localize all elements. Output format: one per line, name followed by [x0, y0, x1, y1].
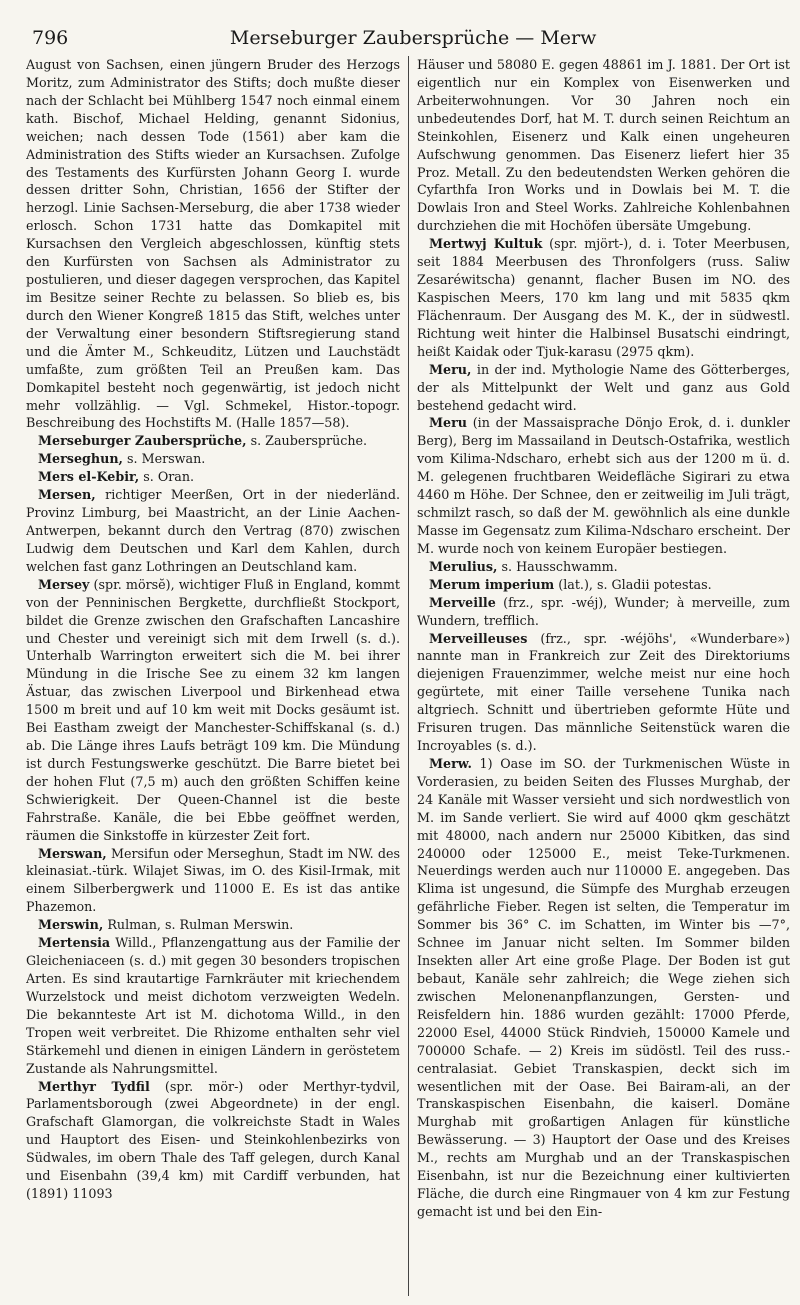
entry-text: s. Merswan.	[122, 451, 206, 467]
right-column	[408, 56, 790, 1296]
entry-text: (frz., spr. -wéj), Wunder; à merveille, zum Wundern, trefflich.	[417, 594, 790, 628]
dictionary-entry	[26, 934, 400, 1077]
continued-text	[417, 56, 790, 235]
dictionary-entry	[417, 414, 790, 557]
entry-headword: Merum imperium	[429, 576, 555, 592]
entry-headword: Meru,	[429, 361, 472, 377]
entry-headword: Meru	[429, 415, 468, 431]
page-number: 796	[32, 27, 69, 49]
entry-text: s. Oran.	[139, 469, 195, 485]
entry-headword: Mertwyj Kultuk	[429, 236, 543, 252]
entry-text: Mersifun oder Merseghun, Stadt im NW. des kleinasiat.-türk. Wilajet Siwas, im O. des Kisil-Irmak, mit einem Silberbergwerk und 11000 E. Es ist das antike Phazemon.	[26, 845, 400, 915]
entry-headword: Merseburger Zaubersprüche,	[38, 433, 247, 449]
entry-headword: Mertensia	[38, 935, 111, 951]
dictionary-entry	[26, 576, 400, 845]
dictionary-entry	[26, 450, 400, 468]
dictionary-entry	[26, 1078, 400, 1203]
entry-text: s. Zaubersprüche.	[246, 433, 368, 449]
entry-headword: Merswin,	[38, 917, 104, 933]
entry-headword: Merthyr Tydfil	[38, 1078, 150, 1094]
page-header	[26, 26, 790, 50]
entry-text: in der ind. Mythologie Name des Götterberges, der als Mittelpunkt der Welt und ganz aus Gold bestehend gedacht wird.	[417, 361, 790, 413]
dictionary-entry	[417, 576, 790, 594]
entry-headword: Mersey	[38, 576, 90, 592]
dictionary-entry	[417, 361, 790, 415]
entry-headword: Merw.	[429, 755, 472, 771]
dictionary-entry	[26, 468, 400, 486]
entry-headword: Merseghun,	[38, 451, 123, 467]
dictionary-entry	[417, 594, 790, 630]
entry-headword: Merswan,	[38, 845, 107, 861]
entry-text: August von Sachsen, einen jüngern Bruder des Herzogs Moritz, zum Administrator des Stifts; doch mußte dieser nach der Schlacht bei Mühlberg 1547 noch einmal einem kath. Bischof, Michael Helding, genannt Sidonius, weichen; nach dessen Tode (1561) aber kam die Administration des Stifts wieder an Kursachsen. Zufolge des Testaments des Kurfürsten Johann Georg I. wurde dessen dritter Sohn, Christian, 1656 der Stifter der herzogl. Linie Sachsen-Merseburg, die aber 1738 wieder erlosch. Schon 1731 hatte das Domkapitel mit Kursachsen den Vergleich abgeschlossen, künftig stets den Kurfürsten von Sachsen als Administrator zu postulieren, und dieser dagegen versprochen, das Kapitel im Besitze seiner Rechte zu belassen. So blieb es, bis durch den Wiener Kongreß 1815 das Stift, welches unter der Verwaltung einer besondern Stiftsregierung stand und die Ämter M., Schkeuditz, Lützen und Lauchstädt umfaßte, zum größten Teil an Preußen kam. Das Domkapitel besteht noch gegenwärtig, ist jedoch nicht mehr vollzählig. — Vgl. Schmekel, Histor.-topogr. Beschreibung des Hochstifts M. (Halle 1857—58).	[26, 57, 400, 431]
dictionary-entry	[26, 432, 400, 450]
entry-text: 1) Oase im SO. der Turkmenischen Wüste in Vorderasien, zu beiden Seiten des Flusses Murghab, der 24 Kanäle mit Wasser versieht und sich nordwestlich von M. im Sande verliert. Sie wird auf 4000 qkm geschätzt mit 48000, nach andern nur 25000 Kibitken, das sind 240000 oder 125000 E., meist Teke-Turkmenen. Neuerdings werden auch nur 110000 E. angegeben. Das Klima ist ungesund, die Sümpfe des Murghab erzeugen gefährliche Fieber. Regen ist selten, die Temperatur im Sommer bis 36° C. im Schatten, im Winter bis —7°, Schnee im Januar nicht selten. Im Sommer bilden Insekten aller Art eine große Plage. Der Boden ist gut bebaut, Kanäle sehr zahlreich; die Wege ziehen sich zwischen Melonenanpflanzungen, Gersten- und Reisfeldern hin. 1886 wurden gezählt: 17000 Pferde, 22000 Esel, 44000 Stück Rindvieh, 150000 Kamele und 700000 Schafe. — 2) Kreis im südöstl. Teil des russ.-centralasiat. Gebiet Transkaspien, deckt sich im wesentlichen mit der Oase. Bei Bairam-ali, an der Transkaspischen Eisenbahn, die kaiserl. Domäne Murghab mit großartigen Anlagen für künstliche Bewässerung. — 3) Hauptort der Oase und des Kreises M., rechts am Murghab und an der Transkaspischen Eisenbahn, ist nur die Bezeichnung einer kultivierten Fläche, die durch eine Ringmauer von 4 km zur Festung gemacht ist und bei den Ein-	[417, 755, 790, 1219]
text-columns	[26, 56, 790, 1296]
entry-headword: Merveilleuses	[429, 630, 528, 646]
entry-headword: Merveille	[429, 594, 496, 610]
entry-text: (lat.), s. Gladii potestas.	[554, 576, 712, 592]
entry-text: (spr. mör-) oder Merthyr-tydvil, Parlamentsborough (zwei Abgeordnete) in der engl. Grafschaft Glamorgan, die volkreichste Stadt in Wales und Hauptort des Eisen- und Steinkohlenbezirks von Südwales, im obern Thale des Taff gelegen, durch Kanal und Eisenbahn (39,4 km) mit Cardiff verbunden, hat (1891) 11093	[26, 1078, 400, 1202]
dictionary-entry	[417, 630, 790, 755]
dictionary-entry	[26, 916, 400, 934]
entry-headword: Merulius,	[429, 558, 498, 574]
dictionary-entry	[417, 755, 790, 1221]
entry-text: richtiger Meerßen, Ort in der niederländ. Provinz Limburg, bei Maastricht, an der Linie Aachen-Antwerpen, bekannt durch den Vertrag (870) zwischen Ludwig dem Deutschen und Karl dem Kahlen, durch welchen fast ganz Lothringen an Deutschland kam.	[26, 487, 400, 574]
running-title: Merseburger Zaubersprüche — Merw	[229, 27, 597, 49]
entry-text: Willd., Pflanzengattung aus der Familie der Gleicheniaceen (s. d.) mit gegen 30 besonders tropischen Arten. Es sind krautartige Farnkräuter mit kriechendem Wurzelstock und meist dichotom verzweigten Wedeln. Die bekannteste Art ist M. dichotoma Willd., in den Tropen weit verbreitet. Die Rhizome enthalten sehr viel Stärkemehl und dienen in einigen Ländern in geröstetem Zustande als Nahrungsmittel.	[26, 935, 400, 1076]
dictionary-entry	[417, 235, 790, 360]
entry-text: Häuser und 58080 E. gegen 48861 im J. 1881. Der Ort ist eigentlich nur ein Komplex von Eisenwerken und Arbeiterwohnungen. Vor 30 Jahren noch ein unbedeutendes Dorf, hat M. T. durch seinen Reichtum an Steinkohlen, Eisenerz und Kalk einen ungeheuren Aufschwung genommen. Das Eisenerz liefert hier 35 Proz. Metall. Zu den bedeutendsten Werken gehören die Cyfarthfa Iron Works und in Dowlais bei M. T. die Dowlais Iron and Steel Works. Zahlreiche Kohlenbahnen durchziehen die mit Hochöfen übersäte Umgebung.	[417, 57, 790, 234]
entry-text: (frz., spr. -wéjöhs', «Wunderbare») nannte man in Frankreich zur Zeit des Direktoriums diejenigen Frauenzimmer, welche meist nur eine hoch gegürtete, mit einer Taille versehene Tunika nach altgriech. Schnitt und übertrieben geformte Hüte und Frisuren trugen. Das männliche Seitenstück waren die Incroyables (s. d.).	[417, 630, 790, 754]
entry-text: (spr. mjört-), d. i. Toter Meerbusen, seit 1884 Meerbusen des Thronfolgers (russ. Saliw Zesaréwitscha) genannt, flacher Busen im NO. des Kaspischen Meers, 170 km lang und mit 5835 qkm Flächenraum. Der Ausgang des M. K., der in südwestl. Richtung weit hinter die Halbinsel Busatschi eindringt, heißt Kaidak oder Tjuk-karasu (2975 qkm).	[417, 236, 790, 359]
dictionary-entry	[26, 486, 400, 576]
entry-text: Rulman, s. Rulman Merswin.	[103, 917, 294, 933]
left-column	[26, 56, 408, 1296]
dictionary-entry	[417, 558, 790, 576]
dictionary-entry	[26, 845, 400, 917]
entry-headword: Mers el-Kebir,	[38, 469, 140, 485]
entry-text: (in der Massaisprache Dönjo Erok, d. i. dunkler Berg), Berg im Massailand in Deutsch-Ostafrika, westlich vom Kilima-Ndscharo, erhebt sich aus der 1200 m ü. d. M. gelegenen fruchtbaren Weidefläche Sigirari zu etwa 4460 m Höhe. Der Schnee, den er zeitweilig im Juli trägt, schmilzt rasch, so daß der M. gewöhnlich als eine dunkle Masse im Gegensatz zum Kilima-Ndscharo erscheint. Der M. wurde noch von keinem Europäer bestiegen.	[417, 415, 790, 556]
entry-text: (spr. mörsĕ), wichtiger Fluß in England, kommt von der Penninischen Bergkette, durchfließt Stockport, bildet die Grenze zwischen den Grafschaften Lancashire und Chester und vereinigt sich mit dem Irwell (s. d.). Unterhalb Warrington erweitert sich die M. bei ihrer Mündung in die Irische See zu einem 32 km langen Ästuar, das zwischen Liverpool und Birkenhead etwa 1500 m breit und auf 10 km weit mit Docks gesäumt ist. Bei Eastham zweigt der Manchester-Schiffskanal (s. d.) ab. Die Länge ihres Laufs beträgt 109 km. Die Mündung ist durch Festungswerke geschützt. Die Barre bietet bei der hohen Flut (7,5 m) auch den größten Schiffen keine Schwierigkeit. Der Queen-Channel ist die beste Fahrstraße. Kanäle, die bei Ebbe geöffnet werden, räumen die Sinkstoffe in kürzester Zeit fort.	[26, 576, 400, 843]
continued-text	[26, 56, 400, 432]
entry-headword: Mersen,	[38, 487, 96, 503]
entry-text: s. Hausschwamm.	[497, 558, 618, 574]
